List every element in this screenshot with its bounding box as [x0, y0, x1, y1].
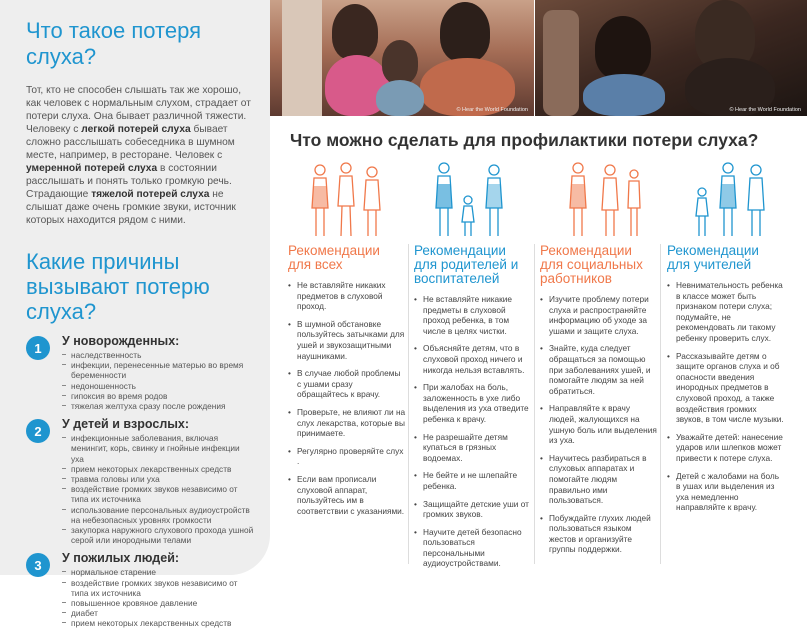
recommendations-for-all	[288, 244, 406, 523]
left-panel	[0, 0, 270, 629]
group-title: У пожилых людей:	[62, 551, 180, 566]
list-item: нормальное старение	[62, 567, 254, 577]
list-item: • Рассказывайте детям о защите органов слуха и об опасности введения инородных предметов в слуховой проход, а также воздействия громких звуков, в том числе музыки.	[667, 351, 785, 425]
list-item: инфекции, перенесенные матерью во время беременности	[62, 360, 254, 380]
list-item: недоношенность	[62, 381, 254, 391]
column-title: Рекомендации для учителей	[667, 243, 759, 272]
list-item: • Не вставляйте никакие предметы в слуховой проход ребенка, в том числе в целях чистки.	[414, 294, 532, 336]
column-title: Рекомендации для всех	[288, 243, 380, 272]
list-item: использование персональных аудиоустройств на небезопасных уровнях громкости	[62, 505, 254, 525]
list-item: прием некоторых лекарственных средств	[62, 618, 254, 628]
list-item: травма головы или уха	[62, 474, 254, 484]
step-number-badge: 3	[26, 553, 50, 577]
list-item: наследственность	[62, 350, 254, 360]
list-item: • Проверьте, не влияют ли на слух лекарства, которые вы принимаете.	[288, 407, 406, 439]
list-item: • Изучите проблему потери слуха и распространяйте информацию об уходе за ушами и защите слуха.	[540, 294, 658, 336]
list-item: • Научите детей безопасно пользоваться персональными аудиоустройствами.	[414, 527, 532, 569]
list-item: • Регулярно проверяйте слух .	[288, 446, 406, 467]
people-group-icon	[298, 158, 398, 240]
list-item: • Не разрешайте детям купаться в грязных водоемах.	[414, 432, 532, 464]
teacher-with-children-icon	[684, 158, 784, 240]
list-item: • В случае любой проблемы с ушами сразу обращайтесь к врачу.	[288, 368, 406, 400]
list-item: инфекционные заболевания, включая менингит, корь, свинку и гнойные инфекции уха	[62, 433, 254, 464]
column-title: Рекомендации для социальных работников	[540, 243, 643, 286]
list-item: повышенное кровяное давление	[62, 598, 254, 608]
recommendations-for-parents	[414, 244, 532, 576]
list-item: • Не бейте и не шлепайте ребенка.	[414, 470, 532, 491]
cause-group-newborns	[26, 334, 254, 411]
list-item: • Если вам прописали слуховой аппарат, пользуйтесь им в соответствии с указаниями.	[288, 474, 406, 516]
list-item: • Научитесь разбираться в слуховых аппаратах и помогайте людям правильно ими пользоваться.	[540, 453, 658, 506]
photo-credit: © Hear the World Foundation	[456, 107, 528, 113]
list-item: тяжелая желтуха сразу после рождения	[62, 401, 254, 411]
group-title: У новорожденных:	[62, 334, 180, 348]
list-item: • Уважайте детей: нанесение ударов или шлепков может привести к потере слуха.	[667, 432, 785, 464]
list-item: • Объясняйте детям, что в слуховой проход ничего и никогда нельзя вставлять.	[414, 343, 532, 375]
step-number-badge: 2	[26, 419, 50, 443]
parents-with-child-icon	[424, 158, 524, 240]
list-item: • Побуждайте глухих людей пользоваться языком жестов и организуйте группы поддержки.	[540, 513, 658, 555]
list-item: • Детей с жалобами на боль в ушах или выделения из уха немедленно направляйте к врачу.	[667, 471, 785, 513]
list-item: • Знайте, куда следует обращаться за помощью при заболеваниях ушей, и помогайте людям за ней обратиться.	[540, 343, 658, 396]
intro-text: Тот, кто не способен слышать так же хорошо, как человек с нормальным слухом, страдает от потери слуха. Она бывает различной тяжести. Человеку с легкой потерей слуха бывает сложно расслышать собеседника в шумном месте, например, в ресторане. Человек с умеренной потерей слуха в состоянии расслышать и понять только громкую речь. Страдающие тяжелой потерей слуха не слышат даже очень громкие звуки, источник которых находится рядом с ними.	[26, 85, 251, 226]
cause-group-children-adults	[26, 417, 254, 545]
what-is-hearing-loss-title: Что такое потеря слуха?	[26, 18, 201, 69]
list-item: • Не вставляйте никаких предметов в слуховой проход.	[288, 280, 406, 312]
column-title: Рекомендации для родителей и воспитателей	[414, 243, 519, 286]
list-item: воздействие громких звуков независимо от типа их источника	[62, 578, 254, 598]
list-item: • В шумной обстановке пользуйтесь затычками для ушей и звукозащитными наушниками.	[288, 319, 406, 361]
list-item: • При жалобах на боль, заложенность в ухе либо выделения из уха отведите ребенка к врачу.	[414, 382, 532, 424]
list-item: закупорка наружного слухового прохода ушной серой или инородными телами	[62, 525, 254, 545]
recommendations-for-teachers	[667, 244, 785, 520]
column-divider	[408, 244, 409, 564]
list-item: диабет	[62, 608, 254, 618]
recommendations-for-social-workers	[540, 244, 658, 562]
step-number-badge: 1	[26, 336, 50, 360]
list-item: • Защищайте детские уши от громких звуков.	[414, 499, 532, 520]
list-item: • Направляйте к врачу людей, жалующихся на ушную боль или выделения из уха.	[540, 403, 658, 445]
list-item: воздействие громких звуков независимо от типа их источника	[62, 484, 254, 504]
prevention-title: Что можно сделать для профилактики потери слуха?	[290, 130, 759, 150]
causes-title: Какие причины вызывают потерю слуха?	[26, 249, 210, 324]
cause-group-elderly	[26, 551, 254, 628]
column-divider	[534, 244, 535, 564]
column-divider	[660, 244, 661, 564]
group-title: У детей и взрослых:	[62, 417, 190, 432]
list-item: • Невнимательность ребенка в классе может быть признаком потери слуха; подумайте, не рекомендовать ли такому ребенку проверить слух.	[667, 280, 785, 344]
photo-children-hearing-test	[535, 0, 807, 116]
photo-strip	[270, 0, 807, 116]
list-item: прием некоторых лекарственных средств	[62, 464, 254, 474]
list-item: гипоксия во время родов	[62, 391, 254, 401]
photo-women-and-child	[270, 0, 534, 116]
social-workers-icon	[554, 158, 654, 240]
illustrations-row	[284, 158, 804, 240]
photo-credit: © Hear the World Foundation	[729, 107, 801, 113]
